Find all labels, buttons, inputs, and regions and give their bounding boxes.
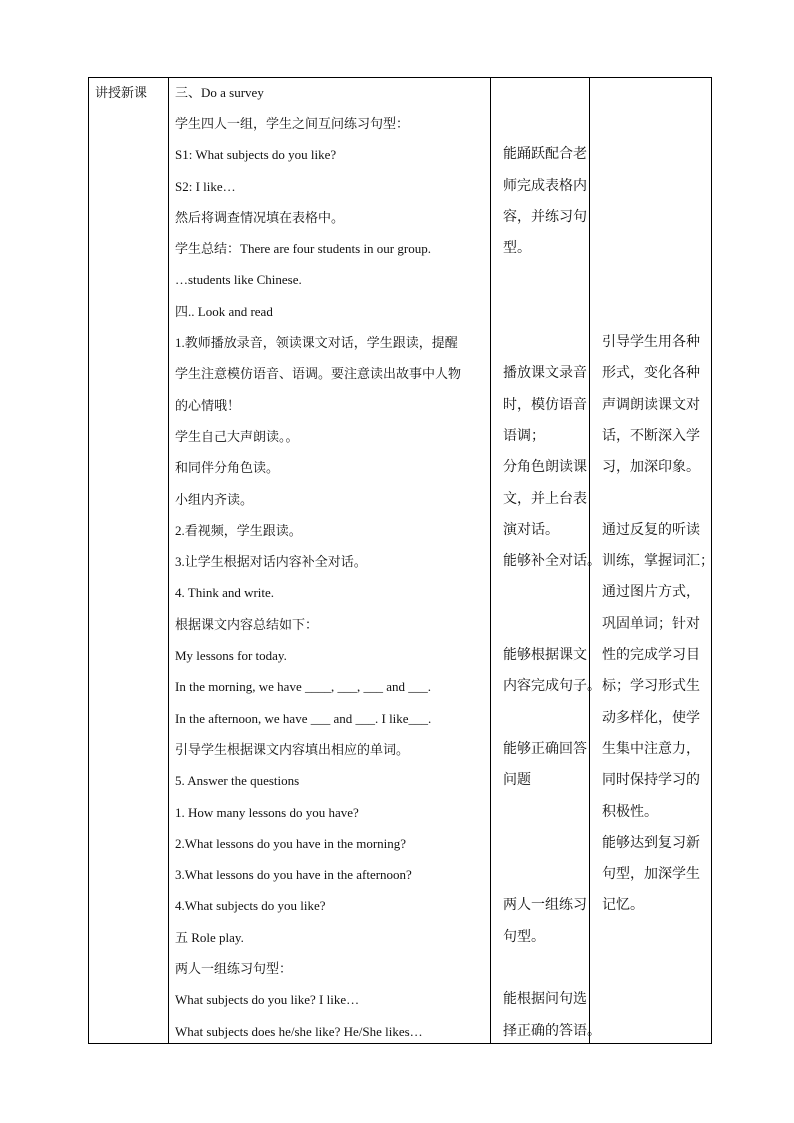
student-activity-line: 能够补全对话。 (503, 554, 601, 570)
process-line: 根据课文内容总结如下： (175, 616, 319, 632)
student-activity-line: 演对话。 (503, 522, 559, 538)
category-label: 讲授新课 (95, 85, 148, 100)
design-intent-line: 通过反复的听读 (602, 522, 700, 538)
table-row (89, 78, 712, 1044)
process-line: 4. Think and write. (175, 585, 275, 601)
design-intent-line: 能够达到复习新 (602, 835, 700, 851)
design-intent-cell (590, 78, 712, 1044)
process-line: My lessons for today. (175, 648, 287, 664)
design-intent-line: 标；学习形式生 (602, 679, 700, 695)
spacer (596, 78, 711, 108)
design-intent-line: 形式，变化各种 (602, 366, 700, 382)
process-line: 3.让学生根据对话内容补全对话。 (175, 554, 367, 570)
student-activity-cell (491, 78, 601, 1044)
process-line: 和同伴分角色读。 (175, 460, 280, 476)
process-line: 然后将调查情况填在表格中。 (175, 209, 345, 225)
spacer (497, 78, 589, 108)
spacer (497, 859, 589, 890)
design-intent-line: 同时保持学习的 (602, 773, 700, 789)
process-line: 两人一组练习句型： (175, 961, 293, 977)
process-line: 2.看视频，学生跟读。 (175, 522, 302, 538)
process-line: 小组内齐读。 (175, 491, 254, 507)
spacer (596, 264, 711, 295)
process-line: S2: I like… (175, 178, 236, 194)
student-activity-line: 内容完成句子。 (503, 679, 601, 695)
design-intent-line: 通过图片方式， (602, 585, 700, 601)
student-activity-line: 能踊跃配合老 (503, 147, 587, 163)
design-intent-line: 声调朗读课文对 (602, 397, 700, 413)
student-activity-line: 句型。 (503, 929, 545, 945)
spacer (596, 108, 711, 139)
process-line: 五 Role play. (175, 929, 244, 945)
design-intent-line: 句型，加深学生 (602, 867, 700, 883)
student-activity-line: 型。 (503, 241, 531, 257)
spacer (596, 484, 711, 515)
student-activity-line: 文，并上台表 (503, 491, 587, 507)
student-activity-line: 分角色朗读课 (503, 460, 587, 476)
student-activity-line: 播放课文录音 (503, 366, 587, 382)
process-line: 的心情哦！ (175, 397, 241, 413)
spacer (497, 953, 589, 984)
process-line: 1.教师播放录音，领读课文对话，学生跟读，提醒 (175, 335, 458, 351)
spacer (497, 108, 589, 139)
design-intent-line: 性的完成学习目 (602, 648, 700, 664)
design-intent-line: 记忆。 (602, 898, 644, 914)
student-activity-line: 容，并练习句 (503, 209, 587, 225)
process-line: 2.What lessons do you have in the morning? (175, 835, 407, 851)
student-activity-line: 择正确的答语。 (503, 1023, 601, 1039)
spacer (497, 264, 589, 295)
process-line: In the afternoon, we have ___ and ___. I like___. (175, 710, 432, 726)
process-line: What subjects do you like? I like… (175, 992, 360, 1008)
design-intent-line: 积极性。 (602, 804, 658, 820)
design-intent-line: 训练，掌握词汇； (602, 554, 714, 570)
process-line: 4.What subjects do you like? (175, 898, 326, 914)
process-line: S1: What subjects do you like? (175, 147, 337, 163)
process-line: In the morning, we have ____, ___, ___ and ___. (175, 679, 431, 695)
student-activity-line: 能够根据课文 (503, 648, 587, 664)
student-activity-line: 问题 (503, 773, 531, 789)
student-activity-line: 两人一组练习 (503, 898, 587, 914)
spacer (596, 233, 711, 264)
process-line: 3.What lessons do you have in the afternoon? (175, 867, 412, 883)
design-intent-line: 生集中注意力， (602, 741, 700, 757)
design-intent-line: 习，加深印象。 (602, 460, 700, 476)
process-line: 5. Answer the questions (175, 773, 300, 789)
spacer (497, 577, 589, 608)
spacer (596, 202, 711, 233)
student-activity-content (491, 78, 601, 1043)
process-line: 三、Do a survey (175, 85, 264, 100)
design-intent-line: 动多样化，使学 (602, 710, 700, 726)
process-line: 学生注意模仿语音、语调。要注意读出故事中人物 (175, 366, 462, 382)
spacer (596, 296, 711, 327)
design-intent-line: 引导学生用各种 (602, 335, 700, 351)
spacer (497, 327, 589, 358)
design-intent-content (590, 78, 714, 1043)
spacer (497, 609, 589, 640)
process-line: 学生四人一组，学生之间互问练习句型： (175, 116, 410, 131)
process-line: 1. How many lessons do you have? (175, 804, 359, 820)
process-line: 引导学生根据课文内容填出相应的单词。 (175, 741, 410, 757)
student-activity-line: 能够正确回答 (503, 741, 587, 757)
process-line: What subjects does he/she like? He/She likes… (175, 1023, 423, 1039)
design-intent-line: 话，不断深入学 (602, 428, 700, 444)
lesson-plan-table (88, 77, 712, 1044)
spacer (497, 797, 589, 828)
student-activity-line: 语调； (503, 428, 545, 444)
design-intent-line: 巩固单词；针对 (602, 616, 700, 632)
process-line: 学生自己大声朗读。。 (175, 428, 299, 444)
spacer (596, 171, 711, 202)
student-activity-line: 时，模仿语音 (503, 397, 587, 413)
process-line: 学生总结：There are four students in our group. (175, 241, 431, 257)
process-line: 四.. Look and read (175, 303, 273, 319)
process-cell (169, 78, 491, 1044)
student-activity-line: 能根据问句选 (503, 992, 587, 1008)
spacer (497, 296, 589, 327)
process-content (169, 78, 490, 1043)
student-activity-line: 师完成表格内 (503, 178, 587, 194)
spacer (497, 828, 589, 859)
spacer (596, 139, 711, 170)
spacer (497, 703, 589, 734)
category-cell (89, 78, 169, 1044)
process-line: …students like Chinese. (175, 272, 302, 288)
